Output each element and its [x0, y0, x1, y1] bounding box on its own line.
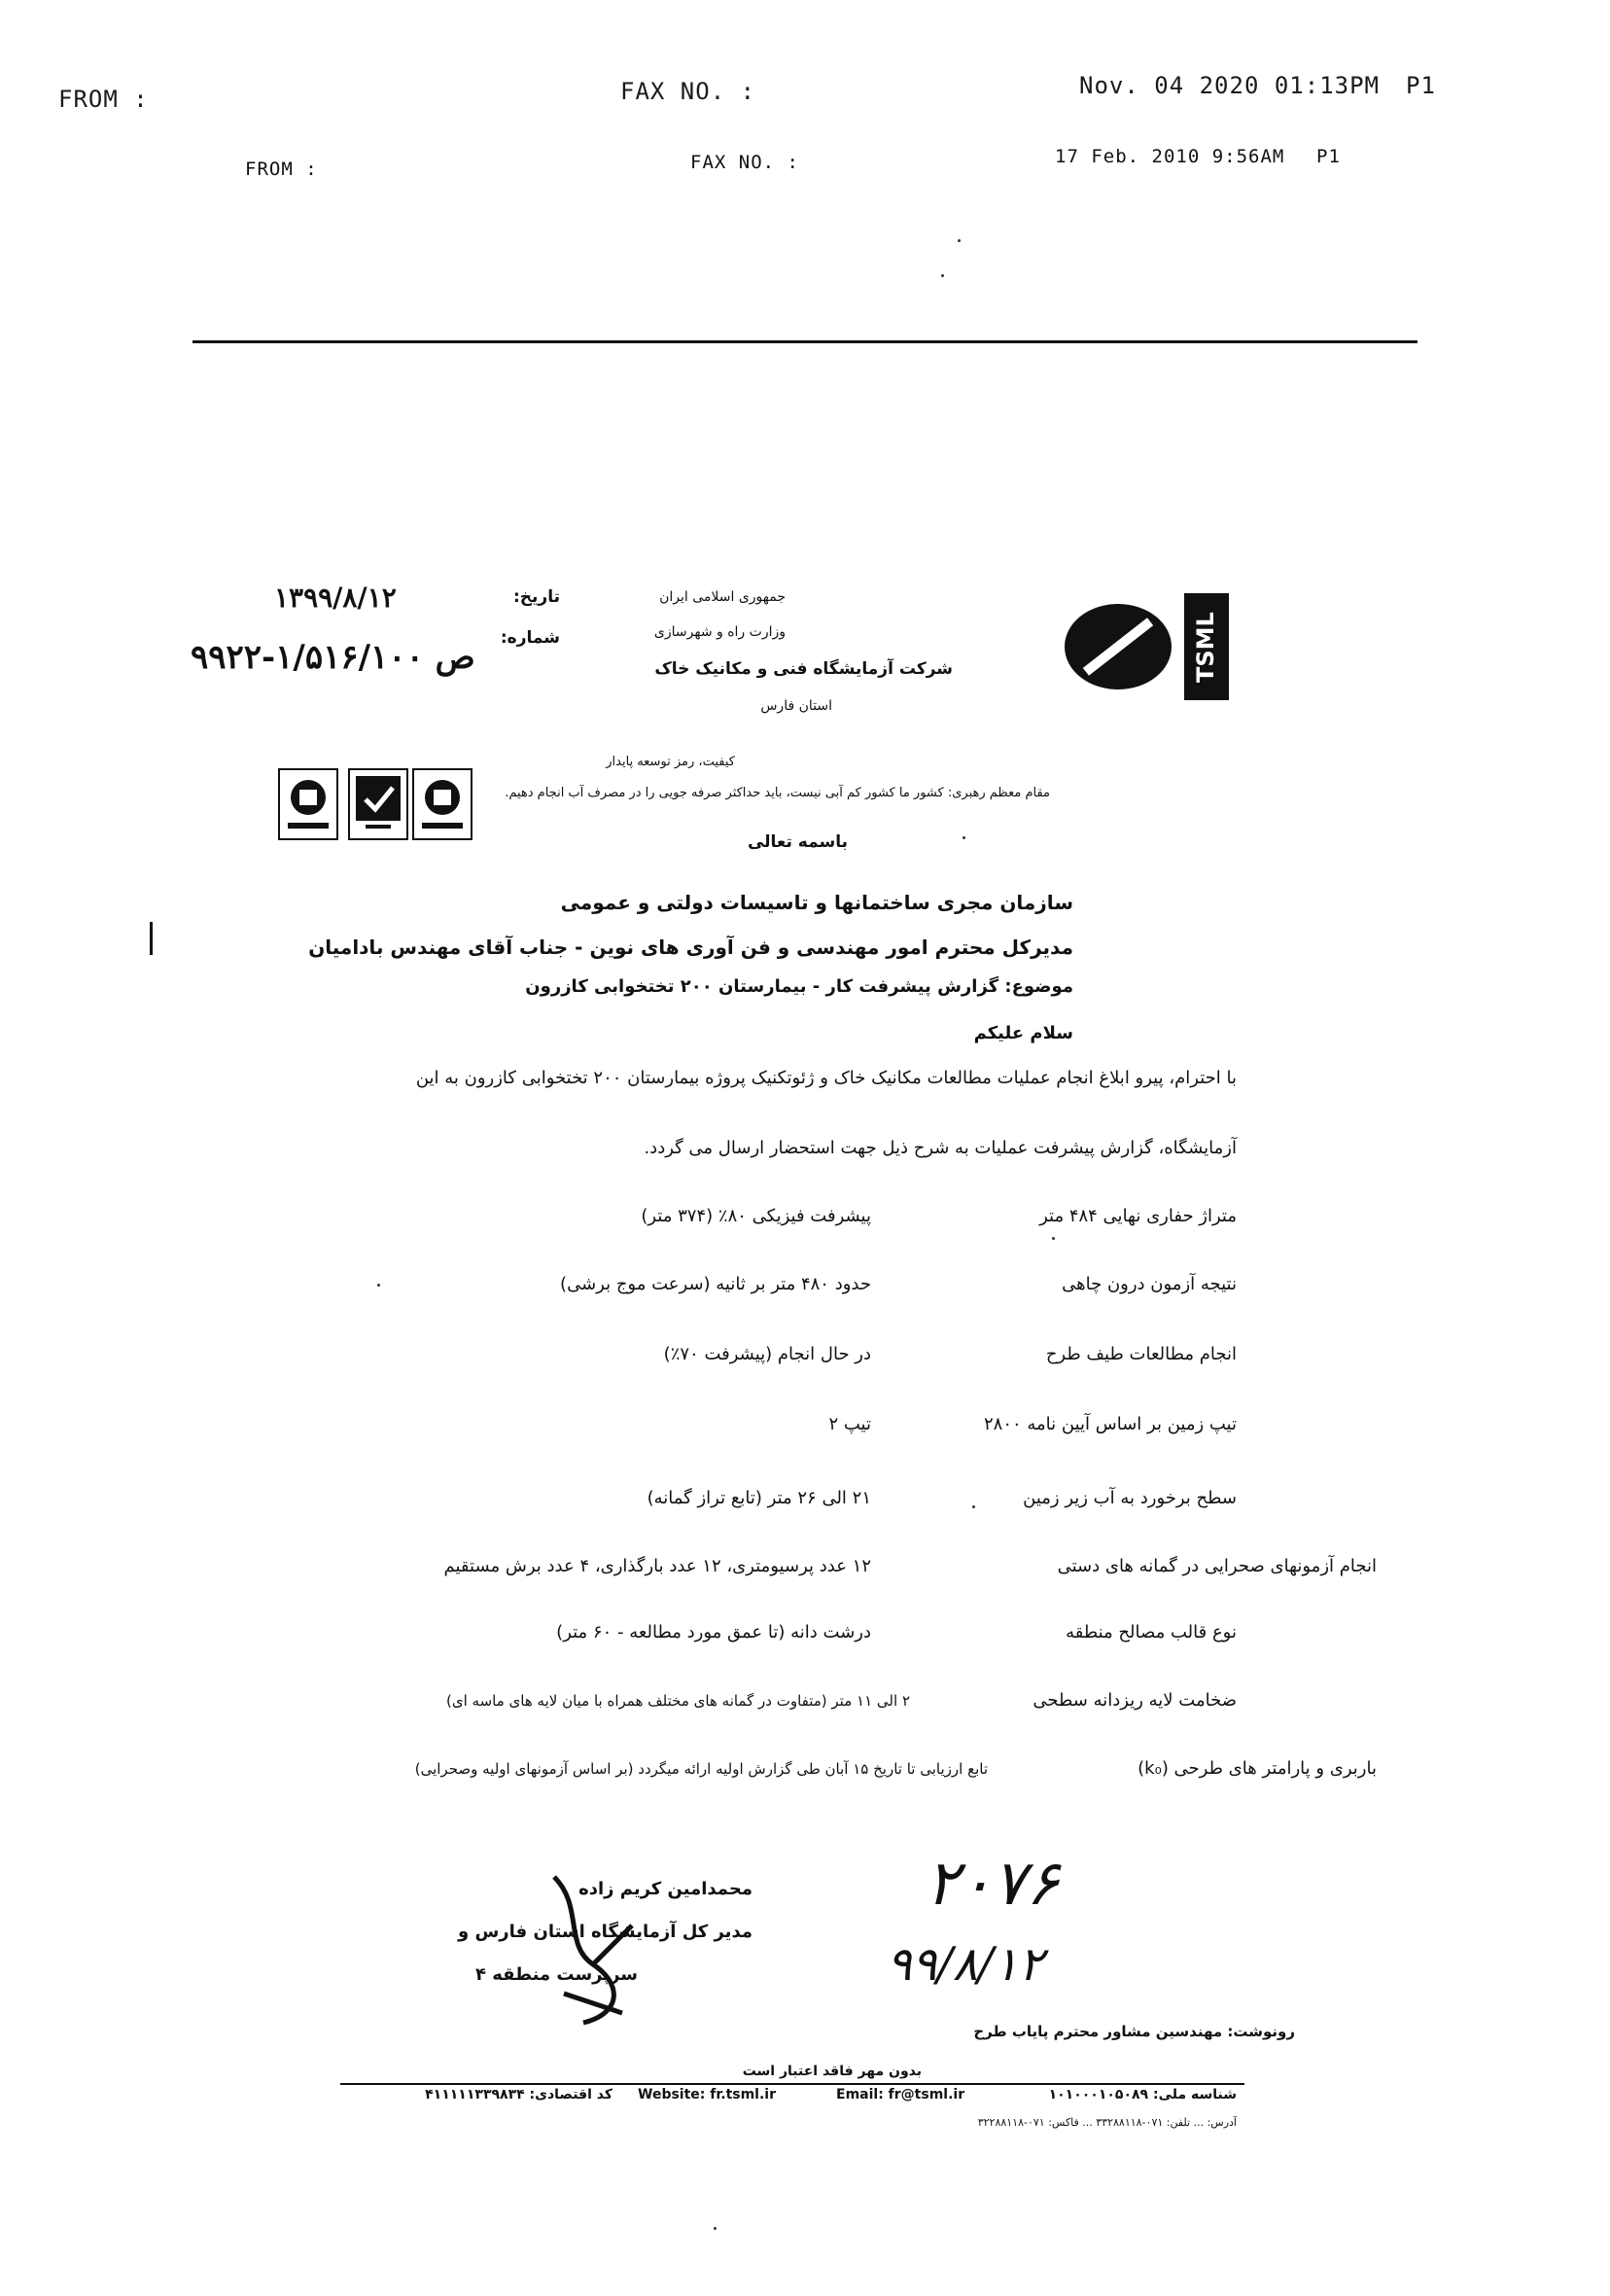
scan-speck	[1052, 1237, 1055, 1240]
fax-no-label-1: FAX NO. :	[620, 78, 756, 105]
handwritten-number: ۲۰۷۶	[926, 1848, 1060, 1920]
slogan-leader: مقام معظم رهبری: کشور ما کشور کم آبی نیست، باید حداکثر صرفه جویی را در مصرف آب انجام دهیم.	[505, 786, 1050, 800]
scan-speck	[377, 1284, 380, 1287]
handwritten-signature	[525, 1867, 671, 2032]
letterhead-ministry: وزارت راه و شهرسازی	[653, 624, 786, 640]
row-value: درشت دانه (تا عمق مورد مطالعه - ۶۰ متر)	[556, 1622, 871, 1643]
certificate-badge-3	[412, 768, 472, 840]
fax-no-label-2: FAX NO. :	[690, 152, 799, 173]
basmala: باسمه تعالی	[747, 832, 848, 852]
footer-website: Website: fr.tsml.ir	[638, 2087, 777, 2102]
signatory-name: محمدامین کریم زاده	[578, 1879, 752, 1899]
letterhead-province: استان فارس	[760, 698, 832, 714]
footer-address: آدرس: ... تلفن: ۰۷۱-۳۳۲۸۸۱۱۸ ... فاکس: ۰۷۱-۳۲۲۸۸۱۱۸	[977, 2116, 1237, 2129]
certificate-badge-2	[348, 768, 408, 840]
signatory-title-1: مدیر کل آزمایشگاه استان فارس و	[457, 1922, 752, 1942]
letterhead-company: شرکت آزمایشگاه فنی و مکانیک خاک	[654, 659, 953, 679]
body-paragraph-2: آزمایشگاه، گزارش پیشرفت عملیات به شرح ذیل جهت استحضار ارسال می گردد.	[644, 1138, 1237, 1158]
row-label: تیپ زمین بر اساس آیین نامه ۲۸۰۰	[984, 1414, 1237, 1434]
margin-mark	[150, 922, 153, 955]
footer-divider	[340, 2083, 1244, 2085]
row-label: سطح برخورد به آب زیر زمین	[1023, 1488, 1237, 1508]
slogan-quality: کیفیت، رمز توسعه پایدار	[606, 755, 735, 769]
certificate-badge-1	[278, 768, 338, 840]
row-label: نتیجه آزمون درون چاهی	[1062, 1274, 1237, 1294]
scan-speck	[958, 239, 961, 242]
row-value: در حال انجام (پیشرفت ۷۰٪)	[663, 1344, 871, 1364]
number-label: شماره:	[500, 628, 560, 648]
scan-speck	[962, 836, 965, 839]
row-value: پیشرفت فیزیکی ۸۰٪ (۳۷۴ متر)	[641, 1206, 871, 1226]
scan-speck	[714, 2227, 717, 2230]
date-value: ۱۳۹۹/۸/۱۲	[274, 582, 397, 614]
body-paragraph-1: با احترام، پیرو ابلاغ انجام عملیات مطالعات مکانیک خاک و ژئوتکنیک پروژه بیمارستان ۲۰۰ تختخوابی کازرون به این	[415, 1068, 1237, 1088]
footer-stamp-note: بدون مهر فاقد اعتبار است	[742, 2064, 922, 2079]
handwritten-date: ۹۹/۸/۱۲	[887, 1937, 1044, 1992]
fax-from-label-1: FROM :	[58, 86, 149, 113]
row-value: حدود ۴۸۰ متر بر ثانیه (سرعت موج برشی)	[560, 1274, 871, 1294]
scan-speck	[972, 1505, 975, 1508]
row-value: تیپ ۲	[828, 1414, 871, 1434]
row-label: نوع قالب مصالح منطقه	[1066, 1622, 1237, 1643]
row-label: باربری و پارامتر های طرحی (k₀)	[1138, 1758, 1377, 1779]
greeting: سلام علیکم	[973, 1023, 1073, 1043]
row-value: ۲۱ الی ۲۶ متر (تابع تراز گمانه)	[647, 1488, 871, 1508]
recipient-organization: سازمان مجری ساختمانها و تاسیسات دولتی و عمومی	[560, 891, 1073, 914]
scan-speck	[941, 274, 944, 277]
recipient-person: مدیرکل محترم امور مهندسی و فن آوری های نوین - جناب آقای مهندس بادامیان	[308, 936, 1073, 959]
footer-national-id: شناسه ملی: ۱۰۱۰۰۰۱۰۵۰۸۹	[1048, 2087, 1237, 2102]
fax-datetime-1: Nov. 04 2020 01:13PM	[1079, 72, 1380, 99]
letterhead-country: جمهوری اسلامی ایران	[659, 589, 786, 605]
fax-from-label-2: FROM :	[245, 159, 318, 180]
footer-economic-code: کد اقتصادی: ۴۱۱۱۱۱۳۳۹۸۳۴	[425, 2087, 612, 2102]
logo-text: TSML	[1192, 612, 1219, 683]
number-value: ۹۹۲۲-۱/۵۱۶/۱۰۰ ص	[191, 638, 475, 677]
row-label: انجام مطالعات طیف طرح	[1045, 1344, 1237, 1364]
subject-line: موضوع: گزارش پیشرفت کار - بیمارستان ۲۰۰ تختخوابی کازرون	[525, 976, 1073, 997]
row-value: ۲ الی ۱۱ متر (متفاوت در گمانه های مختلف همراه با میان لایه های ماسه ای)	[446, 1692, 910, 1710]
signatory-title-2: سرپرست منطقه ۴	[474, 1964, 638, 1985]
fax-page-2: P1	[1316, 146, 1341, 167]
row-value: ۱۲ عدد پرسیومتری، ۱۲ عدد بارگذاری، ۴ عدد برش مستقیم	[443, 1556, 871, 1576]
row-label: ضخامت لایه ریزدانه سطحی	[1032, 1690, 1237, 1711]
cc-line: رونوشت: مهندسین مشاور محترم پایاب طرح	[973, 2023, 1295, 2040]
fax-datetime-2: 17 Feb. 2010 9:56AM	[1055, 146, 1285, 167]
row-value: تابع ارزیابی تا تاریخ ۱۵ آبان طی گزارش اولیه ارائه میگردد (بر اساس آزمونهای اولیه وصحرایی)	[414, 1760, 988, 1778]
header-divider	[192, 340, 1418, 343]
fax-page-1: P1	[1406, 72, 1436, 99]
row-label: متراژ حفاری نهایی ۴۸۴ متر	[1039, 1206, 1237, 1226]
row-label: انجام آزمونهای صحرایی در گمانه های دستی	[1057, 1556, 1377, 1576]
tsml-logo	[1058, 583, 1233, 710]
date-label: تاریخ:	[513, 587, 560, 607]
footer-email: Email: fr@tsml.ir	[836, 2087, 965, 2102]
